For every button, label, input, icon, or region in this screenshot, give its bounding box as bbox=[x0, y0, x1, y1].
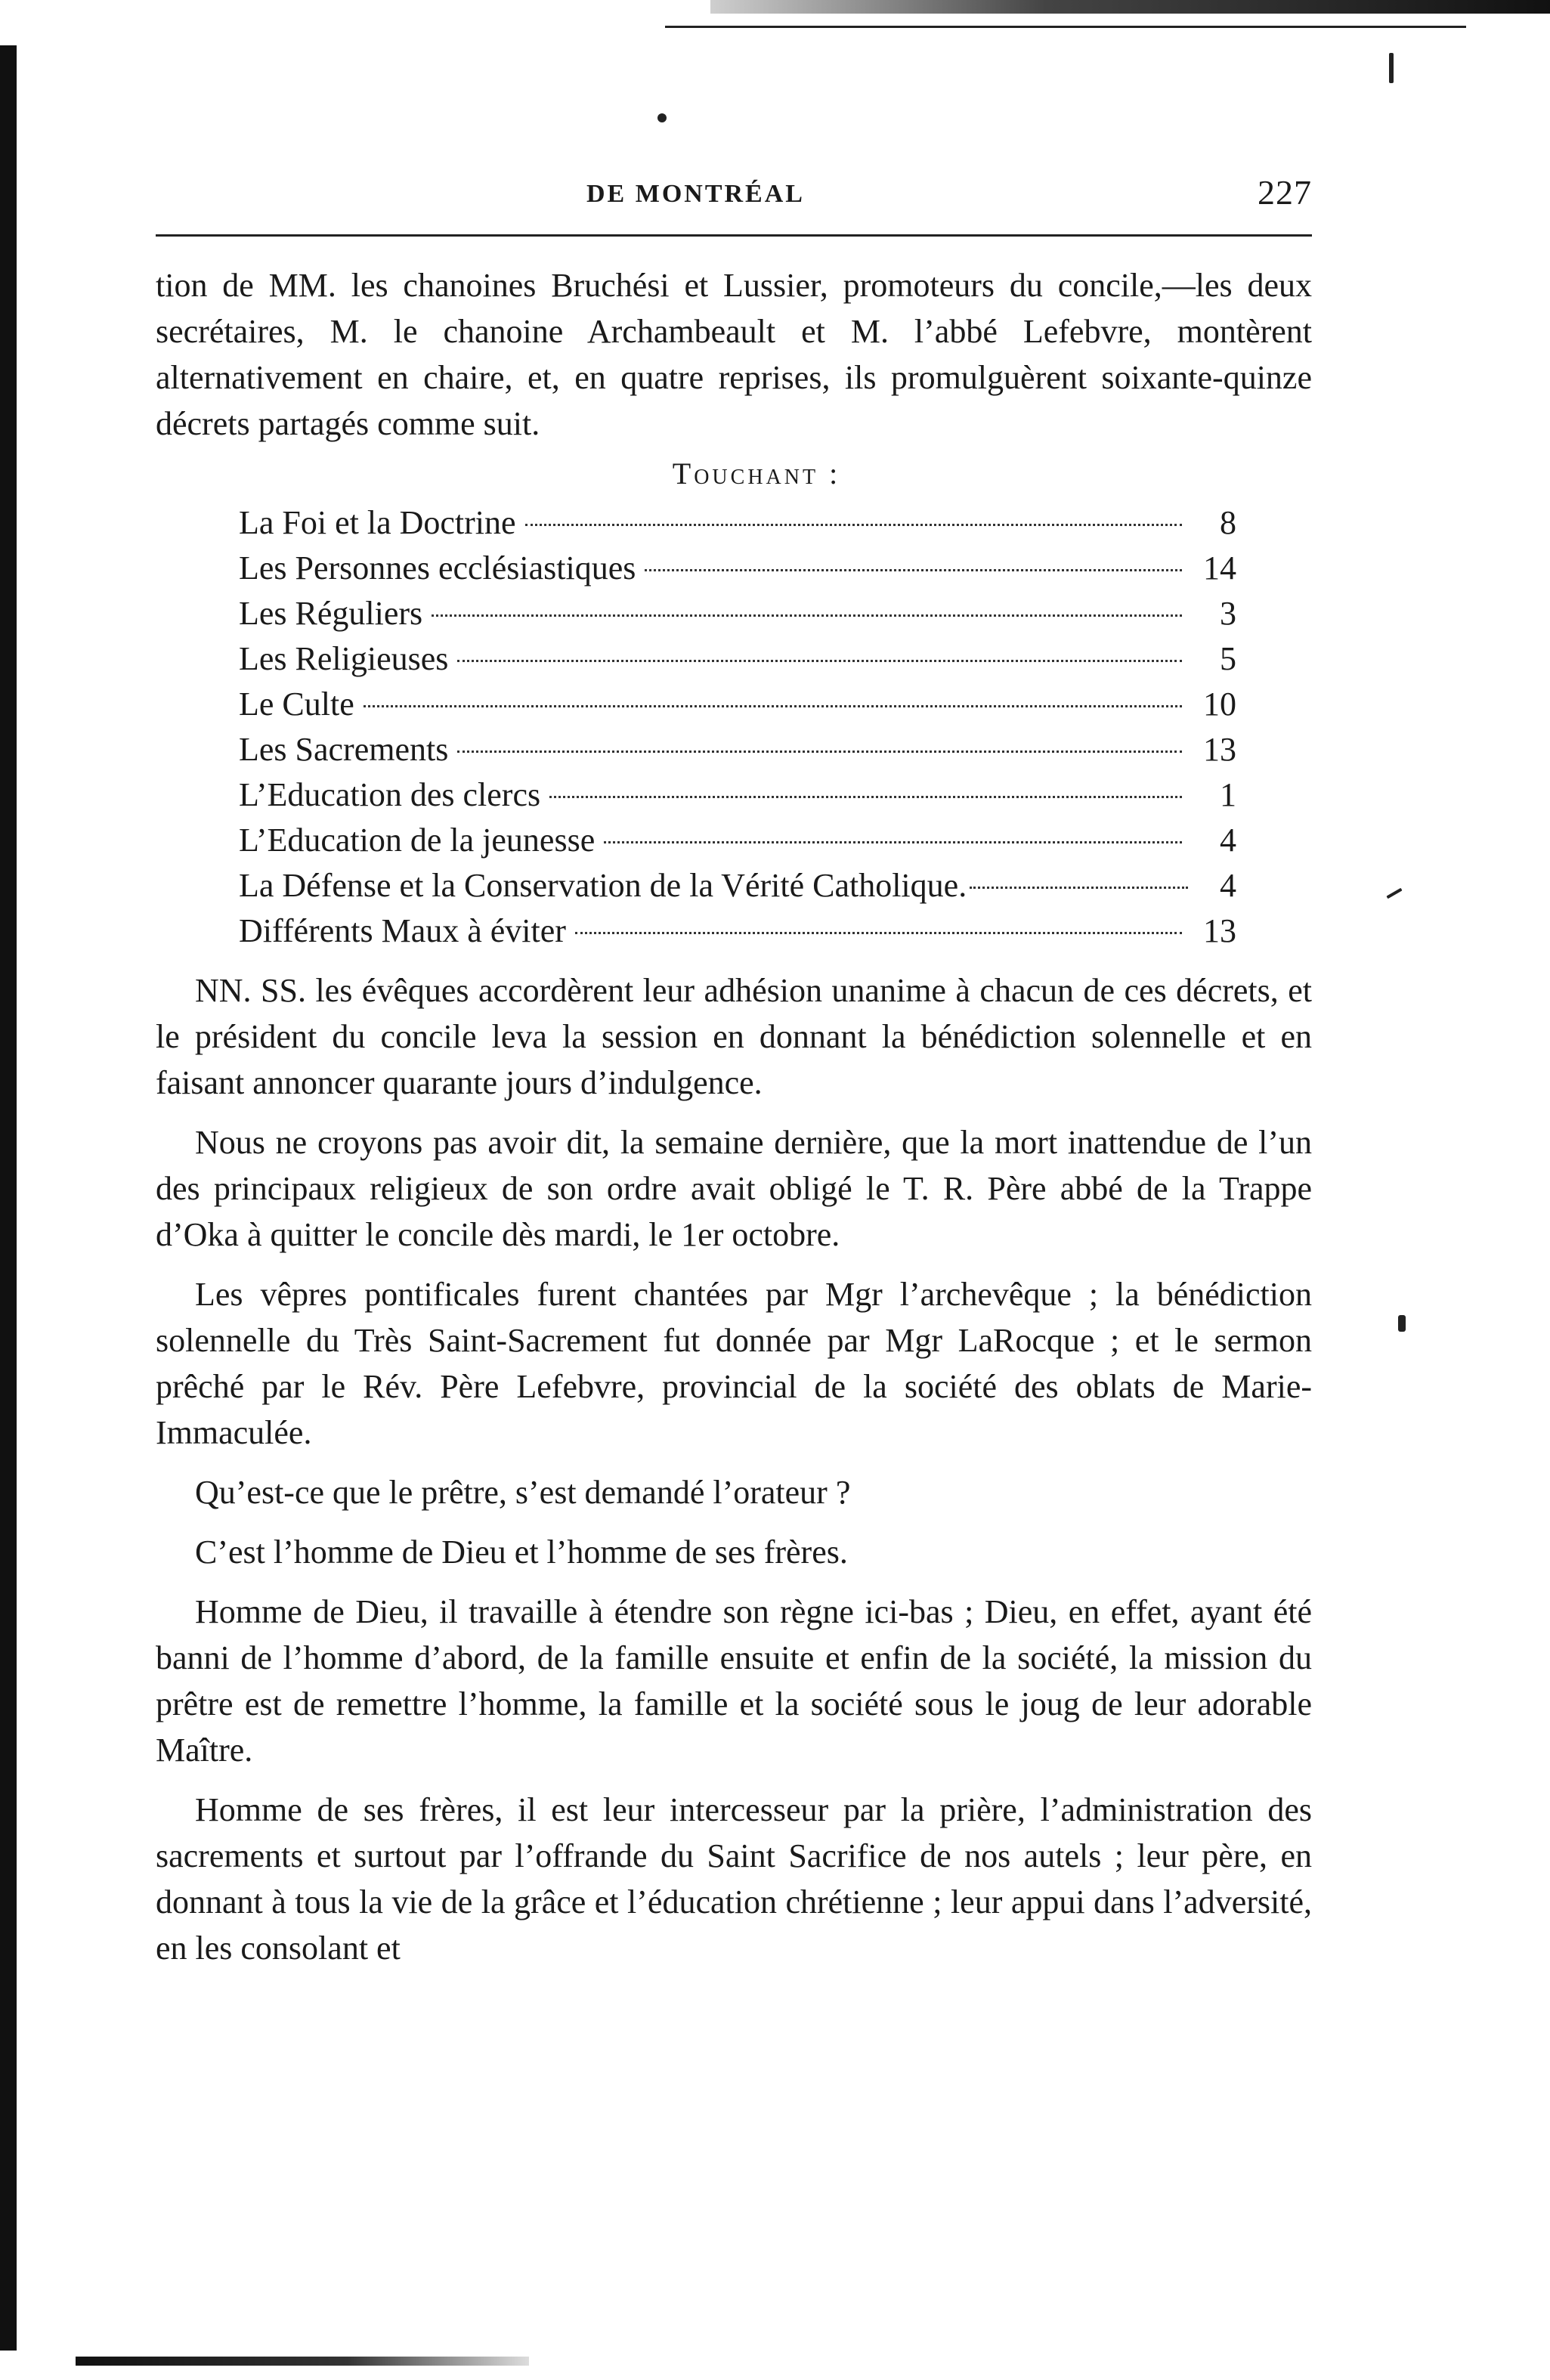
decree-count: 13 bbox=[1203, 912, 1236, 949]
decree-count: 5 bbox=[1220, 640, 1236, 677]
decree-row bbox=[239, 546, 1236, 591]
scan-edge-left bbox=[0, 45, 17, 2351]
paragraph: Homme de Dieu, il travaille à étendre son règne ici-bas ; Dieu, en effet, ayant été banni de l’homme d’abord, de la famille ensuite et enfin de la société, la mission du prêtre est de remettre l’homme, la famille et la société sous le joug de leur adorable Maître. bbox=[156, 1593, 1312, 1769]
decree-count: 14 bbox=[1203, 549, 1236, 586]
paragraph: Nous ne croyons pas avoir dit, la semaine dernière, que la mort inattendue de l’un des principaux religieux de son ordre avait obligé le T. R. Père abbé de la Trappe d’Oka à quitter le concile dès mardi, le 1er octobre. bbox=[156, 1124, 1312, 1253]
decree-count: 8 bbox=[1220, 504, 1236, 541]
decree-topic: Les Sacrements bbox=[239, 731, 449, 768]
leader-dots bbox=[364, 705, 1182, 707]
decree-topic: L’Education de la jeunesse bbox=[239, 822, 596, 859]
header-rule bbox=[156, 234, 1312, 237]
leader-dots bbox=[525, 524, 1182, 526]
scan-speck bbox=[1389, 53, 1394, 83]
scan-edge-bottom bbox=[76, 2357, 529, 2366]
decree-row bbox=[239, 772, 1236, 818]
decree-topic: Différents Maux à éviter bbox=[239, 912, 566, 949]
leader-dots bbox=[457, 751, 1182, 753]
decree-row bbox=[239, 818, 1236, 863]
decree-table bbox=[239, 500, 1236, 954]
paragraph: NN. SS. les évêques accordèrent leur adhésion unanime à chacun de ces décrets, et le président du concile leva la session en donnant la bénédiction solennelle et en faisant annoncer quarante jours d’indulgence. bbox=[156, 972, 1312, 1101]
decree-count: 4 bbox=[1220, 822, 1236, 859]
decree-count: 4 bbox=[1220, 867, 1236, 904]
running-head bbox=[156, 166, 1312, 227]
leader-dots bbox=[549, 796, 1182, 798]
leader-dots bbox=[645, 569, 1182, 571]
intro-paragraph: tion de MM. les chanoines Bruchési et Lussier, promoteurs du concile,—les deux secrétaires, M. le chanoine Archambeault et M. l’abbé Lefebvre, montèrent alternativement en chaire, et, en quatre reprises, ils promulguèrent soixante-quinze décrets partagés comme suit. bbox=[156, 267, 1312, 442]
leader-dots bbox=[457, 660, 1182, 662]
paragraph: Qu’est-ce que le prêtre, s’est demandé l’orateur ? bbox=[195, 1474, 851, 1511]
decree-count: 1 bbox=[1220, 776, 1236, 813]
decree-topic: Les Personnes ecclésiastiques bbox=[239, 549, 636, 586]
decree-topic: Les Réguliers bbox=[239, 595, 423, 632]
scan-edge-top bbox=[710, 0, 1550, 14]
paragraph: C’est l’homme de Dieu et l’homme de ses frères. bbox=[195, 1534, 848, 1571]
leader-dots bbox=[970, 887, 1188, 889]
decree-topic: L’Education des clercs bbox=[239, 776, 541, 813]
decree-topic: La Défense et la Conservation de la Vérité Catholique. bbox=[239, 867, 967, 904]
leader-dots bbox=[575, 932, 1182, 934]
decree-topic: La Foi et la Doctrine bbox=[239, 504, 516, 541]
scan-speck bbox=[1386, 888, 1402, 899]
scan-edge-top-line bbox=[665, 26, 1466, 28]
decree-row bbox=[239, 863, 1236, 908]
decree-row bbox=[239, 591, 1236, 636]
decree-row bbox=[239, 908, 1236, 954]
decree-topic: Le Culte bbox=[239, 686, 354, 723]
leader-dots bbox=[432, 614, 1182, 617]
scan-speck bbox=[1398, 1315, 1406, 1332]
decree-row bbox=[239, 682, 1236, 727]
page-number: 227 bbox=[1258, 173, 1312, 212]
decree-row bbox=[239, 636, 1236, 682]
decree-count: 13 bbox=[1203, 731, 1236, 768]
decree-count: 3 bbox=[1220, 595, 1236, 632]
decree-row bbox=[239, 500, 1236, 546]
section-heading: Touchant : bbox=[672, 457, 841, 491]
decree-row bbox=[239, 727, 1236, 772]
running-head-title: DE MONTRÉAL bbox=[586, 180, 805, 208]
paragraph: Les vêpres pontificales furent chantées par Mgr l’archevêque ; la bénédiction solennelle du Très Saint-Sacrement fut donnée par Mgr LaRocque ; et le sermon prêché par le Rév. Père Lefebvre, provincial de la société des oblats de Marie-Immaculée. bbox=[156, 1276, 1312, 1451]
page bbox=[156, 166, 1312, 1971]
decree-count: 10 bbox=[1203, 686, 1236, 723]
decree-topic: Les Religieuses bbox=[239, 640, 449, 677]
scan-speck bbox=[657, 113, 667, 122]
leader-dots bbox=[604, 841, 1182, 843]
paragraph: Homme de ses frères, il est leur intercesseur par la prière, l’administration des sacrements et surtout par l’offrande du Saint Sacrifice de nos autels ; leur père, en donnant à tous la vie de la grâce et l’éducation chrétienne ; leur appui dans l’adversité, en les consolant et bbox=[156, 1791, 1312, 1967]
